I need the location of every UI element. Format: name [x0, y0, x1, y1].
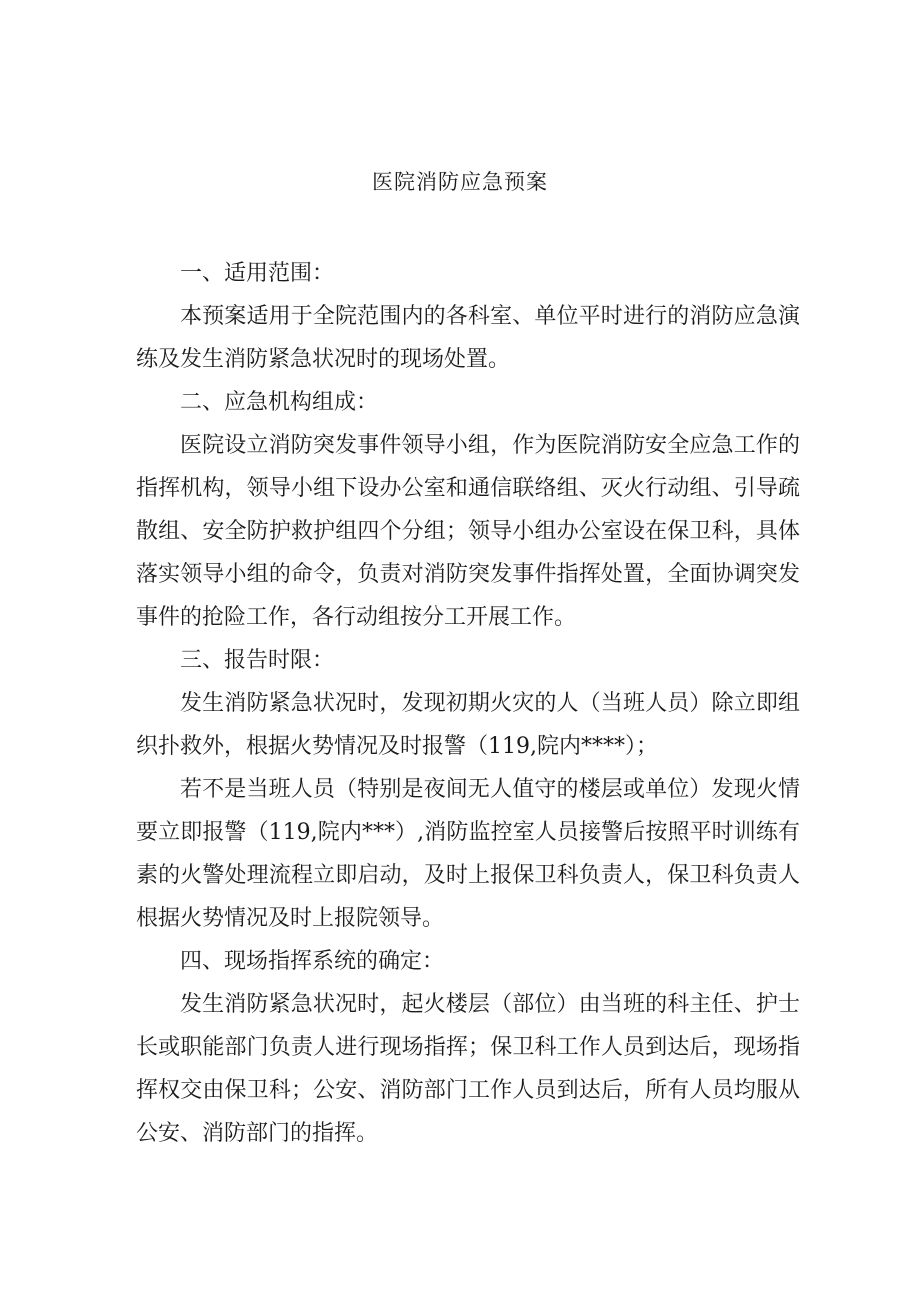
paragraph-reporting-2: 若不是当班人员（特别是夜间无人值守的楼层或单位）发现火情要立即报警（119,院内***）,消防监控室人员接警后按照平时训练有素的火警处理流程立即启动，及时上报保卫科负责人，保卫科负责人根据火势情况及时上报院领导。	[136, 777, 800, 931]
section-heading-organization: 二、应急机构组成：	[180, 390, 379, 415]
section-heading-reporting: 三、报告时限：	[180, 648, 335, 673]
paragraph-organization: 医院设立消防突发事件领导小组，作为医院消防安全应急工作的指挥机构，领导小组下设办公室和通信联络组、灭火行动组、引导疏散组、安全防护救护组四个分组；领导小组办公室设在保卫科，具体落实领导小组的命令，负责对消防突发事件指挥处置，全面协调突发事件的抢险工作，各行动组按分工开展工作。	[136, 433, 800, 630]
section-heading-scope: 一、适用范围：	[180, 261, 335, 286]
document-body	[136, 252, 800, 1155]
document-title: 医院消防应急预案	[372, 170, 548, 194]
paragraph-command: 发生消防紧急状况时，起火楼层（部位）由当班的科主任、护士长或职能部门负责人进行现场指挥；保卫科工作人员到达后，现场指挥权交由保卫科；公安、消防部门工作人员到达后，所有人员均服从公安、消防部门的指挥。	[136, 992, 800, 1146]
paragraph-reporting-1: 发生消防紧急状况时，发现初期火灾的人（当班人员）除立即组织扑救外，根据火势情况及时报警（119,院内****）；	[136, 691, 800, 759]
section-heading-command: 四、现场指挥系统的确定：	[180, 949, 445, 974]
paragraph-scope: 本预案适用于全院范围内的各科室、单位平时进行的消防应急演练及发生消防紧急状况时的现场处置。	[136, 304, 800, 372]
